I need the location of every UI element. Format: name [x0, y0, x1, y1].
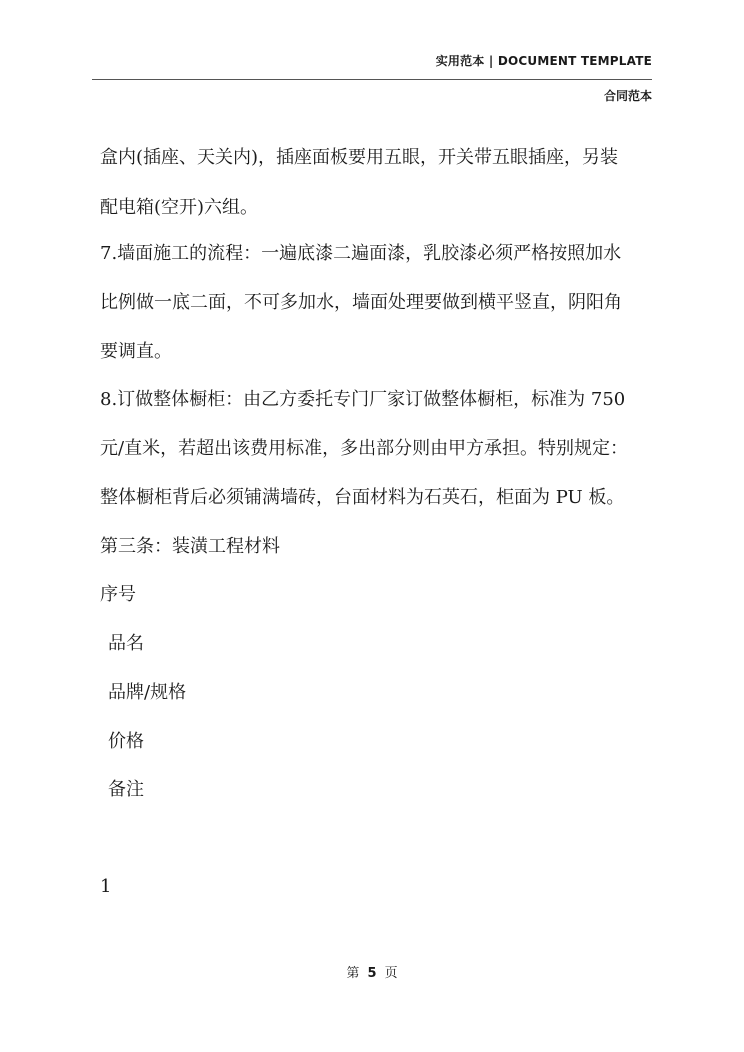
table-header-serial: 序号 — [100, 584, 136, 605]
header-title: 实用范本 | DOCUMENT TEMPLATE — [435, 54, 652, 68]
paragraph-line: 整体橱柜背后必须铺满墙砖，台面材料为石英石，柜面为 PU 板。 — [100, 487, 625, 508]
paragraph-line: 8.订做整体橱柜：由乙方委托专门厂家订做整体橱柜，标准为 750 — [100, 389, 626, 410]
footer-suffix: 页 — [384, 966, 398, 981]
table-header-name: 品名 — [108, 633, 144, 654]
paragraph-line: 配电箱(空开)六组。 — [100, 197, 259, 218]
table-header-price: 价格 — [108, 731, 144, 752]
header-divider — [92, 79, 652, 80]
page-number: 5 — [367, 966, 377, 981]
page-footer — [0, 962, 744, 981]
section-heading: 第三条：装潢工程材料 — [100, 536, 280, 557]
paragraph-line: 7.墙面施工的流程：一遍底漆二遍面漆，乳胶漆必须严格按照加水 — [100, 243, 622, 264]
paragraph-line: 元/直米，若超出该费用标准，多出部分则由甲方承担。特别规定： — [100, 438, 629, 459]
table-header-brand-spec: 品牌/规格 — [108, 682, 187, 703]
table-row-number: 1 — [100, 876, 112, 897]
paragraph-line: 要调直。 — [100, 341, 172, 362]
footer-prefix: 第 — [346, 966, 360, 981]
header-subtitle: 合同范本 — [603, 89, 652, 103]
paragraph-line: 盒内(插座、天关内)，插座面板要用五眼，开关带五眼插座，另装 — [100, 147, 619, 168]
table-header-remarks: 备注 — [108, 779, 144, 800]
paragraph-line: 比例做一底二面，不可多加水，墙面处理要做到横平竖直，阴阳角 — [100, 292, 622, 313]
